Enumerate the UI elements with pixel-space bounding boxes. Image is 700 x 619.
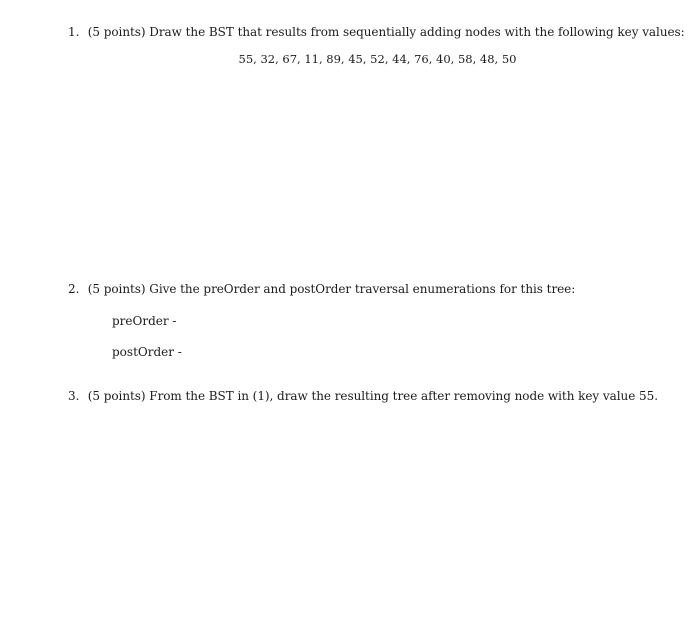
question-3-text: (5 points) From the BST in (1), draw the resulting tree after removing node with key value 55. [87,389,658,403]
question-3 [68,389,658,403]
question-2-text: (5 points) Give the preOrder and postOrder traversal enumerations for this tree: [87,282,576,296]
question-3-number: 3. [68,389,80,403]
question-2-number: 2. [68,282,80,296]
question-1-number: 1. [68,25,80,39]
key-values-list: 55, 32, 67, 11, 89, 45, 52, 44, 76, 40, 58, 48, 50 [238,52,517,66]
question-1 [68,25,685,39]
postorder-label: postOrder - [112,345,182,359]
question-2 [68,282,575,296]
question-1-text: (5 points) Draw the BST that results from sequentially adding nodes with the following key values: [87,25,685,39]
preorder-label: preOrder - [112,314,177,328]
